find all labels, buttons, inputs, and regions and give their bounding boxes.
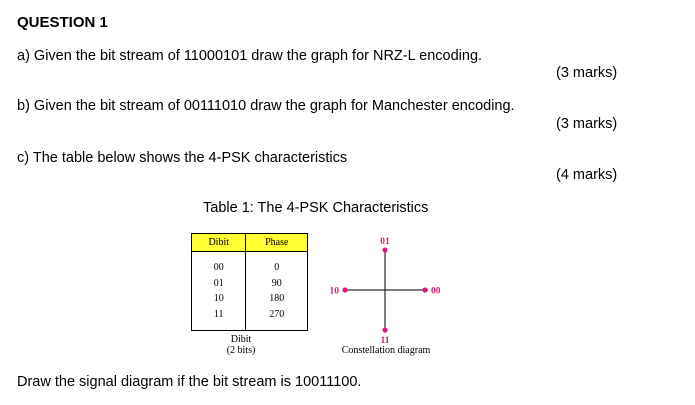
constellation-label-10: 10	[329, 286, 339, 297]
constellation-point-10	[342, 287, 347, 292]
phase-column	[246, 252, 308, 331]
table-cell-phase: 180	[269, 293, 285, 304]
constellation-point-00	[422, 287, 427, 292]
dibit-column	[192, 252, 246, 331]
question-a-text: a) Given the bit stream of 11000101 draw the graph for NRZ-L encoding.	[17, 48, 483, 64]
table-header-phase: Phase	[246, 234, 308, 252]
constellation-label-00: 00	[431, 286, 441, 297]
footer-instruction: Draw the signal diagram if the bit stream is 10011100.	[17, 374, 362, 390]
table-cell-phase: 270	[269, 308, 285, 320]
question-b-text: b) Given the bit stream of 00111010 draw the graph for Manchester encoding.	[17, 98, 515, 114]
constellation-label-01: 01	[380, 237, 390, 247]
constellation-label-11: 11	[380, 336, 390, 346]
table-cell-phase: 0	[274, 262, 280, 273]
constellation-caption: Constellation diagram	[341, 345, 431, 356]
table-cell-dibit: 01	[213, 277, 224, 289]
psk-table	[191, 233, 308, 331]
dibit-caption	[213, 334, 269, 356]
table-cell-dibit: 11	[213, 308, 224, 320]
dibit-caption-line1: Dibit	[230, 334, 252, 345]
question-b-marks: (3 marks)	[556, 116, 618, 132]
question-title: QUESTION 1	[17, 14, 108, 31]
table-caption: Table 1: The 4-PSK Characteristics	[203, 200, 429, 216]
dibit-caption-line2: (2 bits)	[226, 345, 256, 356]
question-a-marks: (3 marks)	[556, 65, 618, 81]
constellation-diagram	[320, 234, 450, 346]
constellation-point-01	[382, 247, 387, 252]
table-header-dibit: Dibit	[192, 234, 246, 252]
question-c-marks: (4 marks)	[556, 167, 618, 183]
constellation-point-11	[382, 327, 387, 332]
table-cell-phase: 90	[271, 277, 282, 289]
table-cell-dibit: 00	[213, 262, 224, 273]
question-c-text: c) The table below shows the 4-PSK characteristics	[17, 150, 348, 166]
table-cell-dibit: 10	[213, 293, 224, 304]
